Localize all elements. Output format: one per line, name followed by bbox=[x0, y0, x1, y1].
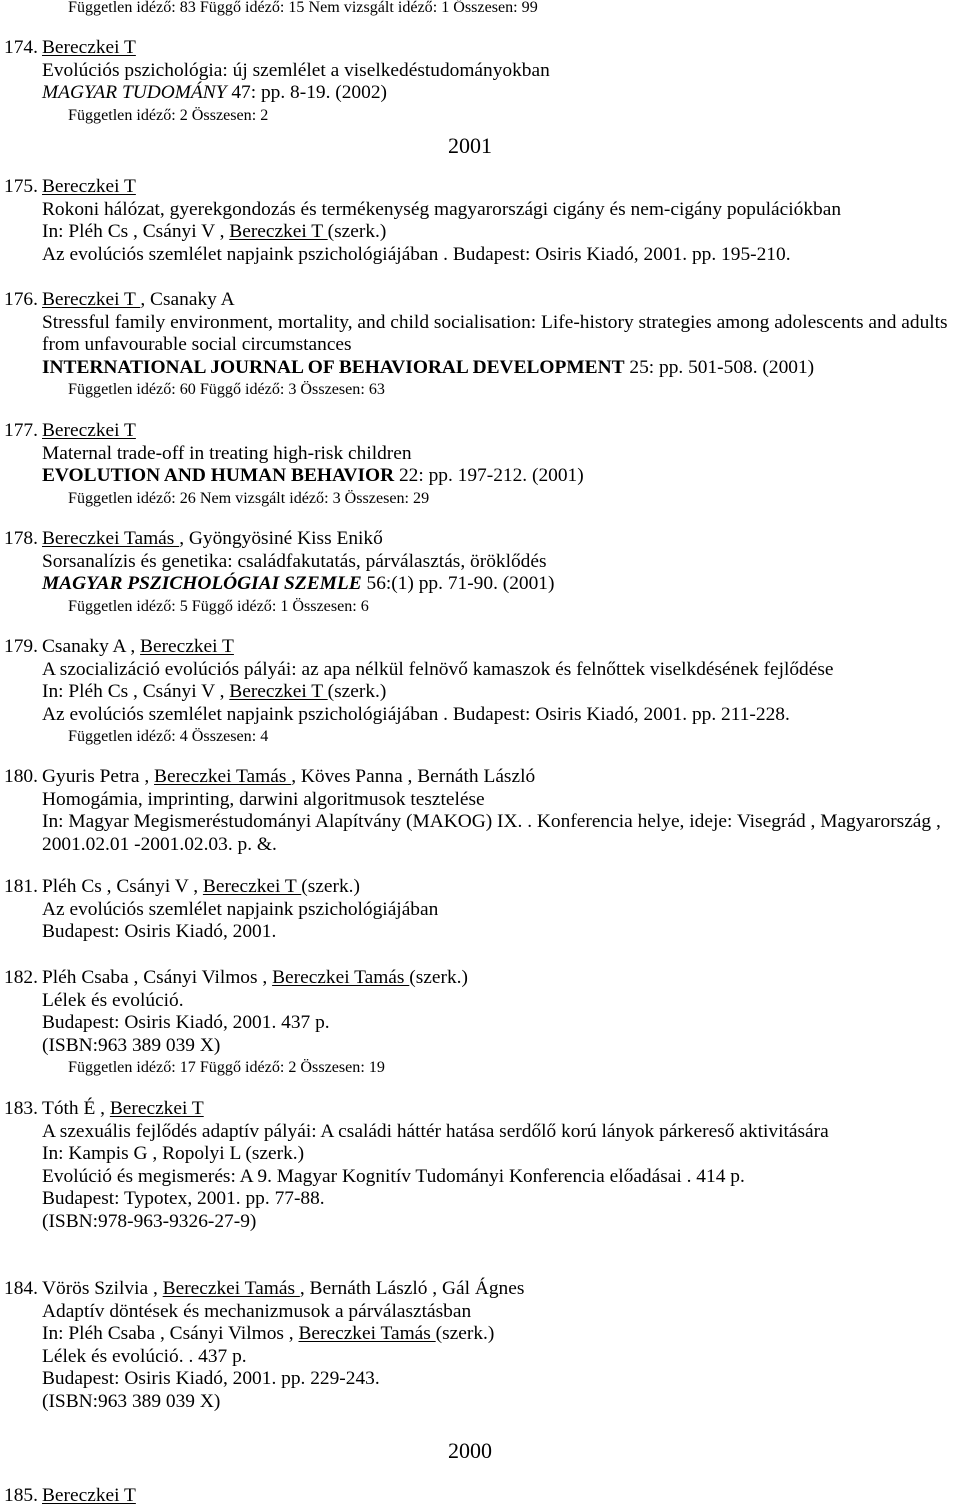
entry-number: 182. bbox=[4, 967, 38, 988]
author-link: Bereczkei T bbox=[202, 876, 302, 897]
isbn: (ISBN:963 389 039 X) bbox=[42, 1034, 221, 1056]
publisher-line: Budapest: Osiris Kiadó, 2001. 437 p. bbox=[42, 1012, 330, 1034]
author-line bbox=[42, 967, 952, 990]
author-link: Bereczkei T bbox=[42, 289, 141, 310]
isbn: (ISBN:963 389 039 X) bbox=[42, 1390, 221, 1412]
entry-number: 175. bbox=[4, 176, 38, 197]
journal-details: 25: pp. 501-508. (2001) bbox=[624, 356, 815, 378]
co-authors: Gyuris Petra , bbox=[42, 766, 155, 787]
co-authors: , Bernáth László , Gál Ágnes bbox=[299, 1278, 525, 1299]
author-link: Bereczkei T bbox=[42, 176, 136, 197]
journal-name: INTERNATIONAL JOURNAL OF BEHAVIORAL DEVELOPMENT bbox=[42, 356, 625, 378]
author-link: Bereczkei Tamás bbox=[272, 967, 410, 988]
editor-role: (szerk.) bbox=[409, 967, 468, 988]
book-source: Lélek és evolúció. . 437 p. bbox=[42, 1345, 247, 1367]
source-line bbox=[42, 82, 952, 105]
editor-role: (szerk.) bbox=[435, 1323, 495, 1345]
author-link: Bereczkei T bbox=[229, 681, 328, 703]
publication-title: Rokoni hálózat, gyerekgondozás és termékenység magyarországi cigány és nem-cigány populációkban bbox=[42, 198, 842, 220]
editors-text: In: Pléh Cs , Csányi V , bbox=[42, 221, 230, 243]
entry-number: 180. bbox=[4, 766, 38, 787]
citation-counts: Független idéző: 2 Összesen: 2 bbox=[68, 106, 269, 124]
entry-number: 181. bbox=[4, 876, 38, 897]
book-source: Az evolúciós szemlélet napjaink pszichológiájában . Budapest: Osiris Kiadó, 2001. pp. 195-210. bbox=[42, 243, 791, 265]
co-authors: Csanaky A , bbox=[42, 636, 141, 657]
editors-line bbox=[42, 1323, 952, 1346]
editor-role: (szerk.) bbox=[327, 221, 387, 243]
author-line bbox=[42, 636, 952, 659]
publication-title: Homogámia, imprinting, darwini algoritmusok tesztelése bbox=[42, 788, 485, 810]
publication-entry-176 bbox=[4, 289, 952, 402]
year-heading: 2001 bbox=[448, 133, 492, 158]
publication-entry-177 bbox=[4, 420, 952, 510]
conference-dates: 2001.02.01 -2001.02.03. p. &. bbox=[42, 833, 277, 855]
author-link: Bereczkei Tamás bbox=[298, 1323, 436, 1345]
publisher-line: Budapest: Typotex, 2001. pp. 77-88. bbox=[42, 1188, 325, 1210]
publication-title: Stressful family environment, mortality, and child socialisation: Life-history strategies among adolescents and adults bbox=[42, 311, 948, 333]
journal-name: EVOLUTION AND HUMAN BEHAVIOR bbox=[42, 465, 395, 487]
book-source: Az evolúciós szemlélet napjaink pszichológiájában . Budapest: Osiris Kiadó, 2001. pp. 211-228. bbox=[42, 703, 790, 725]
entry-number: 185. bbox=[4, 1485, 38, 1506]
author-line bbox=[42, 1098, 952, 1121]
entry-number: 184. bbox=[4, 1278, 38, 1299]
co-authors: Pléh Csaba , Csányi Vilmos , bbox=[42, 967, 273, 988]
publication-title: Az evolúciós szemlélet napjaink pszichológiájában bbox=[42, 898, 439, 920]
author-line bbox=[42, 37, 952, 60]
publication-title: Lélek és evolúció. bbox=[42, 989, 184, 1011]
editors-line bbox=[42, 221, 952, 244]
author-line bbox=[42, 1485, 952, 1508]
author-link: Bereczkei T bbox=[229, 221, 328, 243]
author-line bbox=[42, 1278, 952, 1301]
author-link: Bereczkei T bbox=[109, 1098, 204, 1119]
citation-counts: Független idéző: 26 Nem vizsgált idéző: 3 Összesen: 29 bbox=[68, 489, 430, 507]
editor-role: (szerk.) bbox=[301, 876, 360, 897]
editors-text: In: Pléh Cs , Csányi V , bbox=[42, 681, 230, 703]
publisher-line: Budapest: Osiris Kiadó, 2001. bbox=[42, 921, 277, 943]
publication-title-continued: from unfavourable social circumstances bbox=[42, 334, 352, 356]
author-link: Bereczkei T bbox=[42, 37, 136, 58]
entry-number: 179. bbox=[4, 636, 38, 657]
author-link: Bereczkei Tamás bbox=[42, 528, 180, 549]
editors-line bbox=[42, 681, 952, 704]
isbn: (ISBN:978-963-9326-27-9) bbox=[42, 1210, 257, 1232]
author-line bbox=[42, 766, 952, 789]
journal-details: 47: pp. 8-19. (2002) bbox=[226, 82, 387, 104]
co-authors: Tóth É , bbox=[42, 1098, 110, 1119]
citation-counts: Független idéző: 5 Függő idéző: 1 Összesen: 6 bbox=[68, 597, 369, 615]
publication-entry-183 bbox=[4, 1098, 952, 1234]
co-authors: , Köves Panna , Bernáth László bbox=[291, 766, 536, 787]
editors-text: In: Pléh Csaba , Csányi Vilmos , bbox=[42, 1323, 299, 1345]
author-link: Bereczkei T bbox=[140, 636, 234, 657]
entry-number: 183. bbox=[4, 1098, 38, 1119]
publication-entry-174 bbox=[4, 37, 952, 127]
publication-entry-184 bbox=[4, 1278, 952, 1414]
author-line bbox=[42, 420, 952, 443]
entry-number: 177. bbox=[4, 420, 38, 441]
publication-title: Sorsanalízis és genetika: családfakutatás, párválasztás, öröklődés bbox=[42, 550, 547, 572]
year-heading: 2000 bbox=[448, 1438, 492, 1463]
source-line bbox=[42, 465, 952, 488]
journal-name: MAGYAR PSZICHOLÓGIAI SZEMLE bbox=[42, 573, 362, 595]
book-source: Evolúció és megismerés: A 9. Magyar Kognitív Tudományi Konferencia előadásai . 414 p. bbox=[42, 1165, 745, 1187]
co-authors: Pléh Cs , Csányi V , bbox=[42, 876, 203, 897]
publication-title: A szocializáció evolúciós pályái: az apa nélkül felnövő kamaszok és felnőttek viselkdésének fejlődése bbox=[42, 658, 834, 680]
publication-title: A szexuális fejlődés adaptív pályái: A családi háttér hatása serdőlő korú lányok párkereső aktivitására bbox=[42, 1120, 829, 1142]
author-line bbox=[42, 876, 952, 899]
journal-details: 22: pp. 197-212. (2001) bbox=[394, 465, 584, 487]
publication-entry-182 bbox=[4, 967, 952, 1080]
source-line bbox=[42, 573, 952, 596]
publication-title: Maternal trade-off in treating high-risk children bbox=[42, 442, 412, 464]
publication-title: Evolúciós pszichológia: új szemlélet a viselkedéstudományokban bbox=[42, 59, 550, 81]
entry-number: 174. bbox=[4, 37, 38, 58]
author-line bbox=[42, 289, 952, 312]
co-authors: Vörös Szilvia , bbox=[42, 1278, 163, 1299]
citation-counts: Független idéző: 4 Összesen: 4 bbox=[68, 728, 269, 746]
author-line bbox=[42, 176, 952, 199]
journal-name: MAGYAR TUDOMÁNY bbox=[42, 82, 227, 104]
citation-counts: Független idéző: 17 Függő idéző: 2 Összesen: 19 bbox=[68, 1059, 385, 1077]
journal-details: 56:(1) pp. 71-90. (2001) bbox=[361, 573, 555, 595]
entry-number: 178. bbox=[4, 528, 38, 549]
author-link: Bereczkei T bbox=[42, 420, 136, 441]
publisher-line: Budapest: Osiris Kiadó, 2001. pp. 229-243. bbox=[42, 1368, 380, 1390]
publication-entry-181 bbox=[4, 876, 952, 944]
author-line bbox=[42, 528, 952, 551]
publication-entry-185 bbox=[4, 1485, 952, 1508]
publication-entry-178 bbox=[4, 528, 952, 618]
author-link: Bereczkei T bbox=[42, 1485, 136, 1506]
conference-line: In: Magyar Megismeréstudományi Alapítvány (MAKOG) IX. . Konferencia helye, ideje: Visegrád , Magyarország , bbox=[42, 811, 941, 833]
citation-counts: Független idéző: 60 Függő idéző: 3 Összesen: 63 bbox=[68, 381, 385, 399]
publication-entry-180 bbox=[4, 766, 952, 856]
citation-summary: Független idéző: 83 Függő idéző: 15 Nem vizsgált idéző: 1 Összesen: 99 bbox=[68, 0, 538, 16]
editor-role: (szerk.) bbox=[327, 681, 387, 703]
editors-line: In: Kampis G , Ropolyi L (szerk.) bbox=[42, 1143, 305, 1165]
source-line bbox=[42, 357, 952, 380]
publication-entry-179 bbox=[4, 636, 952, 749]
author-link: Bereczkei Tamás bbox=[162, 1278, 300, 1299]
publication-title: Adaptív döntések és mechanizmusok a párválasztásban bbox=[42, 1300, 472, 1322]
publication-entry-175 bbox=[4, 176, 952, 266]
author-link: Bereczkei Tamás bbox=[154, 766, 292, 787]
co-authors: , Csanaky A bbox=[140, 289, 235, 310]
entry-number: 176. bbox=[4, 289, 38, 310]
co-authors: , Gyöngyösiné Kiss Enikő bbox=[179, 528, 383, 549]
